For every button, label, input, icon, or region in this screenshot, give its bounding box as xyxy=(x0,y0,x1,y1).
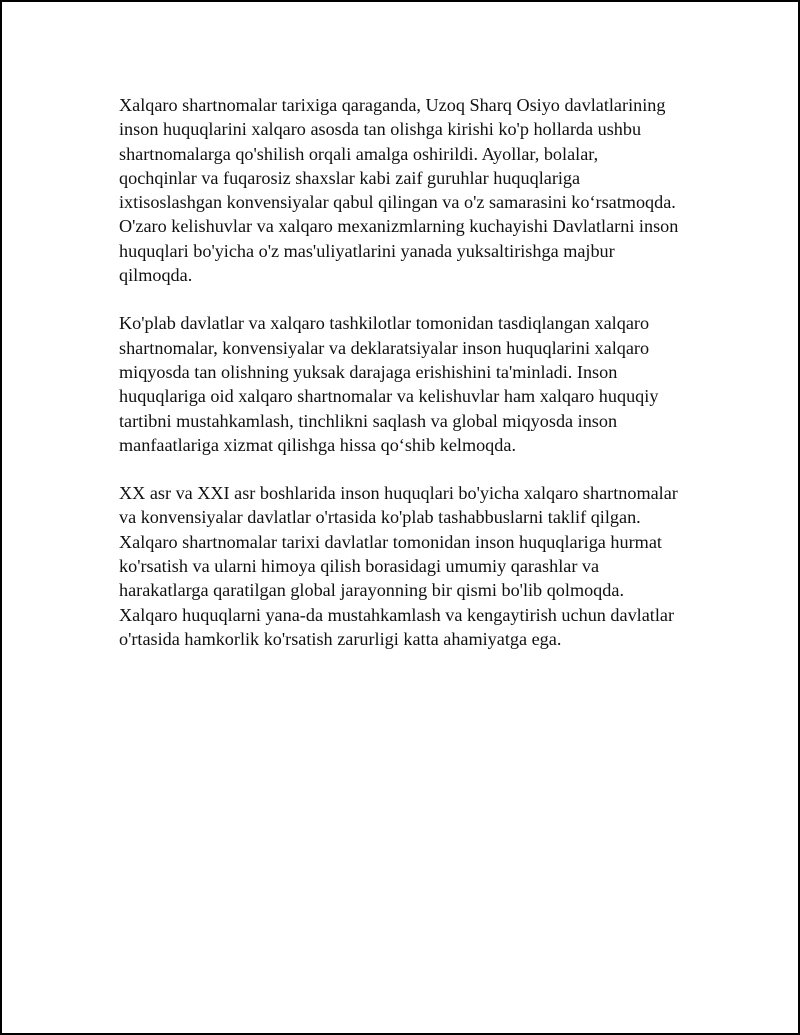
document-body xyxy=(119,93,699,675)
paragraph-2: Ko'plab davlatlar va xalqaro tashkilotlar tomonidan tasdiqlangan xalqaro shartnomalar, konvensiyalar va deklaratsiyalar inson huquqlarini xalqaro miqyosda tan olishning yuksak darajaga erishishini ta'minladi. Inson huquqlariga oid xalqaro shartnomalar va kelishuvlar ham xalqaro huquqiy tartibni mustahkamlash, tinchlikni saqlash va global miqyosda inson manfaatlariga xizmat qilishga hissa qo‘shib kelmoqda. xyxy=(119,313,659,455)
paragraph-1: Xalqaro shartnomalar tarixiga qaraganda, Uzoq Sharq Osiyo davlatlarining inson huquqlarini xalqaro asosda tan olishga kirishi ko'p hollarda ushbu shartnomalarga qo'shilish orqali amalga oshirildi. Ayollar, bolalar, qochqinlar va fuqarosiz shaxslar kabi zaif guruhlar huquqlariga ixtisoslashgan konvensiyalar qabul qilingan va o'z samarasini ko‘rsatmoqda. O'zaro kelishuvlar va xalqaro mexanizmlarning kuchayishi Davlatlarni inson huquqlari bo'yicha o'z mas'uliyatlarini yanada yuksaltirishga majbur qilmoqda. xyxy=(119,95,679,286)
paragraph-3: XX asr va XXI asr boshlarida inson huquqlari bo'yicha xalqaro shartnomalar va konvensiyalar davlatlar o'rtasida ko'plab tashabbuslarni taklif qilgan. Xalqaro shartnomalar tarixi davlatlar tomonidan inson huquqlariga hurmat ko'rsatish va ularni himoya qilish borasidagi umumiy qarashlar va harakatlarga qaratilgan global jarayonning bir qismi bo'lib qolmoqda. Xalqaro huquqlarni yana-da mustahkamlash va kengaytirish uchun davlatlar o'rtasida hamkorlik ko'rsatish zarurligi katta ahamiyatga ega. xyxy=(119,483,678,649)
